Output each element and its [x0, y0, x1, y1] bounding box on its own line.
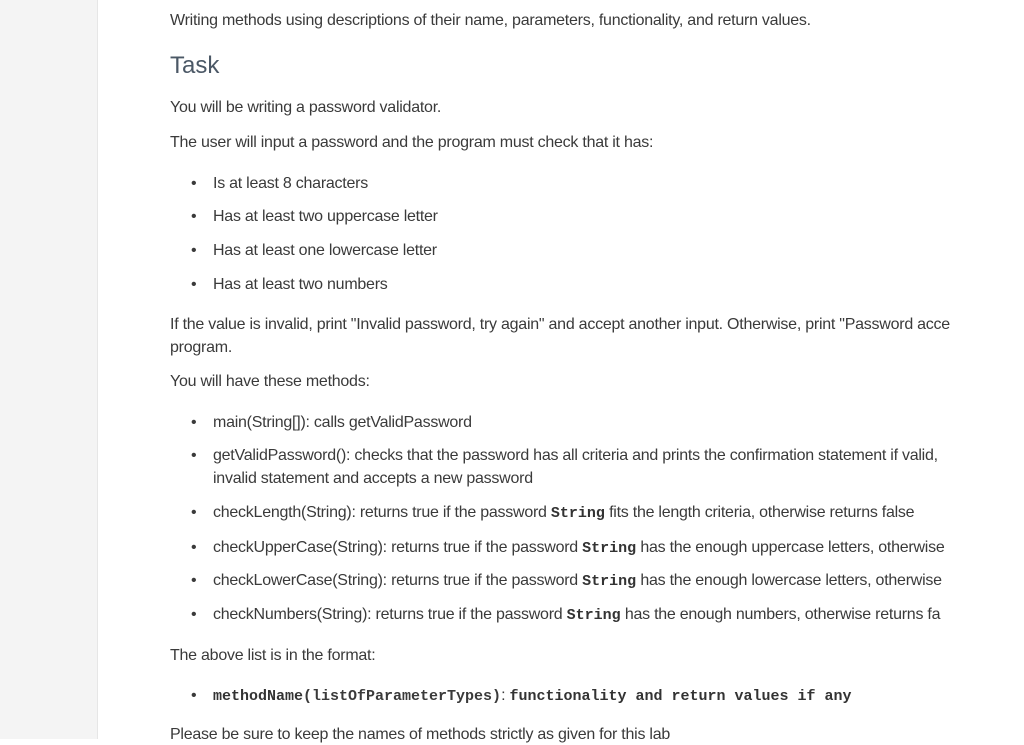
paragraph: The user will input a password and the program must check that it has:: [170, 134, 654, 151]
method-item: • checkUpperCase(String): returns true if the password String has the enough uppercase letters, otherwise: [191, 539, 945, 557]
paragraph: The above list is in the format:: [170, 647, 376, 664]
method-item: • getValidPassword(): checks that the password has all criteria and prints the confirmation statement if valid,: [191, 447, 938, 464]
left-sidebar: [0, 0, 98, 739]
format-item: • methodName(listOfParameterTypes): functionality and return values if any: [191, 687, 852, 705]
method-item-continued: invalid statement and accepts a new password: [213, 470, 533, 487]
paragraph: If the value is invalid, print "Invalid password, try again" and accept another input. Otherwise, print "Password acce: [170, 316, 950, 333]
task-heading: Task: [170, 52, 220, 79]
method-item: • main(String[]): calls getValidPassword: [191, 414, 472, 431]
method-item: • checkLowerCase(String): returns true if the password String has the enough lowercase letters, otherwise: [191, 572, 942, 590]
paragraph: program.: [170, 339, 233, 356]
method-item: • checkLength(String): returns true if the password String fits the length criteria, otherwise returns false: [191, 504, 915, 522]
criteria-item: • Has at least two uppercase letter: [191, 208, 438, 225]
criteria-item: • Has at least one lowercase letter: [191, 242, 437, 259]
paragraph: You will be writing a password validator.: [170, 99, 442, 116]
paragraph: Please be sure to keep the names of methods strictly as given for this lab: [170, 726, 670, 743]
criteria-item: • Is at least 8 characters: [191, 175, 368, 192]
intro-text: Writing methods using descriptions of their name, parameters, functionality, and return values.: [170, 12, 811, 29]
paragraph: You will have these methods:: [170, 373, 370, 390]
criteria-item: • Has at least two numbers: [191, 276, 388, 293]
method-item: • checkNumbers(String): returns true if the password String has the enough numbers, otherwise returns fa: [191, 606, 941, 624]
